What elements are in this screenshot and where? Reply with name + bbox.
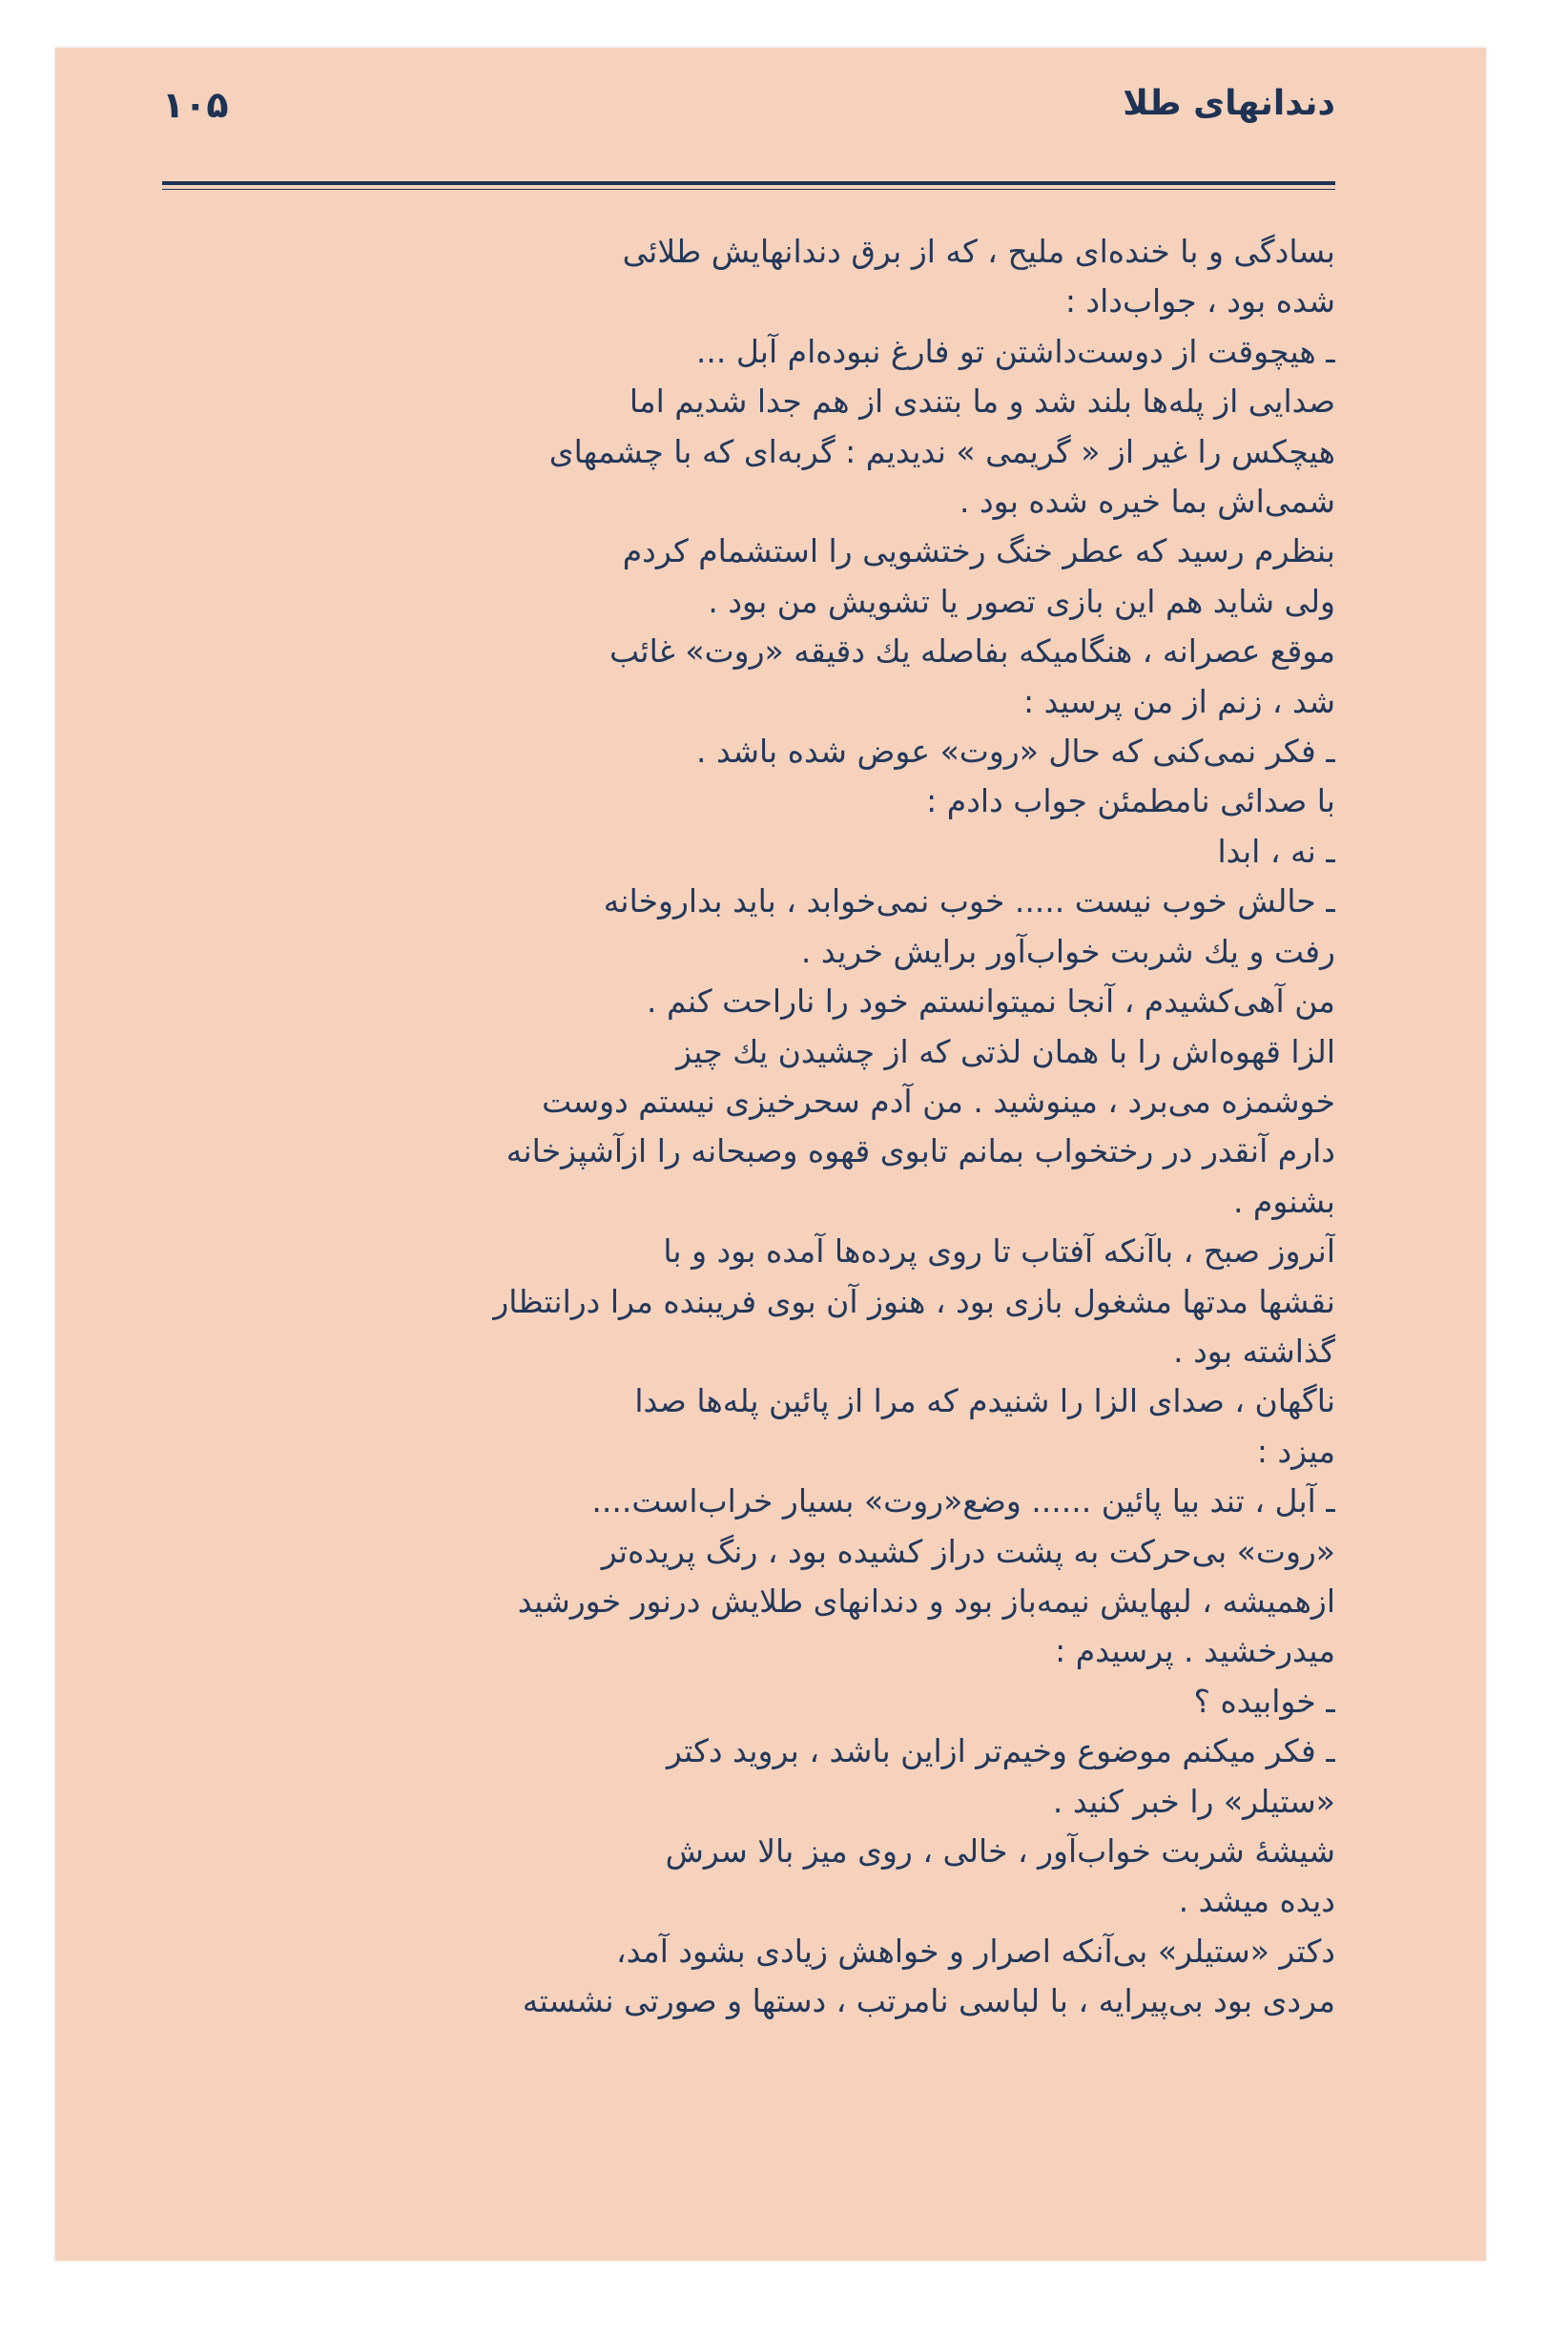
- text-line: دکتر «ستیلر» بی‌آنکه اصرار و خواهش زیادی بشود آمد،: [616, 1932, 1335, 1970]
- body-text: [196, 227, 1335, 2027]
- text-line: «روت» بی‌حرکت به پشت دراز کشیده بود ، رنگ پریده‌تر: [601, 1532, 1335, 1570]
- running-title: دندانهای طلا: [1123, 84, 1335, 123]
- text-line: نقشها مدتها مشغول بازی بود ، هنوز آن بوی فریبنده مرا درانتظار: [493, 1282, 1335, 1320]
- text-line: ولی شاید هم این بازی تصور یا تشویش من بود .: [708, 582, 1335, 620]
- text-line: ازهمیشه ، لبهایش نیمه‌باز بود و دندانهای طلایش درنور خورشید: [517, 1582, 1335, 1620]
- text-line: میزد :: [1256, 1432, 1335, 1470]
- text-line: ـ خوابیده ؟: [1193, 1682, 1335, 1720]
- text-line: ـ فکر نمی‌کنی که حال «روت» عوض شده باشد .: [696, 733, 1335, 771]
- text-line: بسادگی و با خنده‌ای ملیح ، که از برق دندانهایش طلائی: [622, 233, 1335, 270]
- text-line: بشنوم .: [1232, 1182, 1335, 1220]
- text-line: شده بود ، جواب‌داد :: [1064, 282, 1335, 321]
- text-line: موقع عصرانه ، هنگامیکه بفاصله یك دقیقه «روت» غائب: [609, 632, 1335, 671]
- text-line: ناگهان ، صدای الزا را شنیدم که مرا از پائین پله‌ها صدا: [634, 1382, 1335, 1420]
- page-number: ۱۰۵: [162, 84, 229, 126]
- text-line: دیده میشد .: [1178, 1882, 1335, 1920]
- page-header: [162, 84, 1335, 151]
- text-line: مردی بود بی‌پیرایه ، با لباسی نامرتب ، دستها و صورتی نشسته: [522, 1982, 1335, 2020]
- text-line: آنروز صبح ، باآنکه آفتاب تا روی پرده‌ها آمده بود و با: [663, 1232, 1335, 1271]
- text-line: الزا قهوه‌اش را با همان لذتی که از چشیدن یك چیز: [676, 1032, 1335, 1070]
- text-line: ـ فکر میکنم موضوع وخیم‌تر ازاین باشد ، بروید دکتر: [666, 1732, 1335, 1770]
- header-rule-thin: [162, 189, 1335, 190]
- text-line: هیچکس را غیر از « گریمی » ندیدیم : گربه‌ای که با چشمهای: [548, 432, 1335, 470]
- text-line: ـ آبل ، تند بیا پائین ...... وضع«روت» بسیار خراب‌است....: [591, 1482, 1335, 1520]
- text-line: شیشهٔ شربت خواب‌آور ، خالی ، روی میز بالا سرش: [665, 1832, 1335, 1870]
- header-rule-thick: [162, 181, 1335, 185]
- text-line: ـ هیچوقت از دوست‌داشتن تو فارغ نبوده‌ام آبل ...: [695, 332, 1335, 370]
- text-line: خوشمزه می‌برد ، مینوشید . من آدم سحرخیزی نیستم دوست: [542, 1082, 1335, 1120]
- text-line: ـ حالش خوب نیست ..... خوب نمی‌خوابد ، باید بداروخانه: [603, 882, 1335, 920]
- text-line: گذاشته بود .: [1173, 1332, 1335, 1370]
- text-line: میدرخشید . پرسیدم :: [1055, 1632, 1335, 1670]
- text-line: ـ نه ، ابدا: [1217, 832, 1335, 870]
- text-line: شمی‌اش بما خیره شده بود .: [959, 483, 1335, 521]
- text-line: «ستیلر» را خبر کنید .: [1052, 1782, 1335, 1820]
- text-line: صدایی از پله‌ها بلند شد و ما بتندی از هم جدا شدیم اما: [629, 383, 1335, 421]
- text-line: رفت و یك شربت خواب‌آور برایش خرید .: [800, 932, 1335, 970]
- text-line: دارم آنقدر در رختخواب بمانم تابوی قهوه وصبحانه را ازآشپزخانه: [505, 1132, 1335, 1170]
- text-line: با صدائی نامطمئن جواب دادم :: [926, 782, 1335, 820]
- text-line: بنظرم رسید که عطر خنگ رختشویی را استشمام کردم: [622, 532, 1335, 570]
- text-line: شد ، زنم از من پرسید :: [1023, 682, 1335, 720]
- text-line: من آهی‌کشیدم ، آنجا نمیتوانستم خود را ناراحت کنم .: [647, 982, 1335, 1021]
